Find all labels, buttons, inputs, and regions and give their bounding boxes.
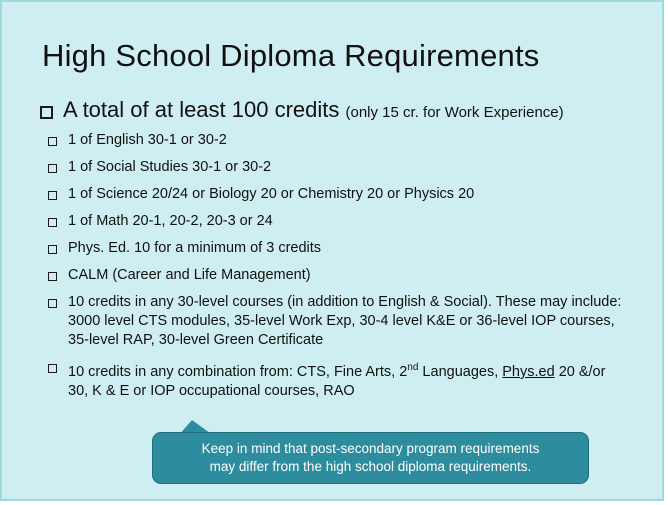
square-bullet-icon xyxy=(48,245,57,254)
long2-part3: 20 &/or 30, K & E or IOP occupational courses, RAO xyxy=(68,363,606,399)
list-item xyxy=(40,185,634,204)
list-item-lead xyxy=(40,97,634,125)
lead-requirement-text xyxy=(63,97,564,125)
requirement-text: 1 of Math 20-1, 20-2, 20-3 or 24 xyxy=(68,213,273,229)
square-bullet-icon xyxy=(48,272,57,281)
list-item xyxy=(40,358,634,401)
square-bullet-icon xyxy=(48,218,57,227)
requirement-text: 1 of English 30-1 or 30-2 xyxy=(68,132,227,148)
requirement-text-long-2 xyxy=(68,358,628,401)
requirement-text: 1 of Science 20/24 or Biology 20 or Chemistry 20 or Physics 20 xyxy=(68,186,475,202)
callout-box xyxy=(152,432,589,484)
long2-part1: 10 credits in any combination from: CTS, Fine Arts, 2 xyxy=(68,363,408,380)
square-bullet-icon xyxy=(48,299,57,308)
square-bullet-icon xyxy=(48,364,57,373)
list-item xyxy=(40,212,634,231)
list-item xyxy=(40,266,634,285)
long2-sup: nd xyxy=(407,362,419,373)
list-item xyxy=(40,131,634,150)
callout-text xyxy=(202,440,540,476)
list-item xyxy=(40,239,634,258)
square-bullet-icon xyxy=(48,137,57,146)
requirements-list xyxy=(40,97,634,409)
requirement-text: Phys. Ed. 10 for a minimum of 3 credits xyxy=(68,240,322,256)
list-item xyxy=(40,158,634,177)
callout-line-2: may differ from the high school diploma requirements. xyxy=(209,459,532,474)
square-bullet-icon xyxy=(48,191,57,200)
requirement-text-long-1: 10 credits in any 30-level courses (in addition to English & Social). These may include: 3000 level CTS modules, 35-level Work Exp, 30-4 level K&E or 36-level IOP courses, 35-level RAP, 30-level Green Certificate xyxy=(68,294,622,348)
square-bullet-icon xyxy=(40,106,53,119)
lead-note-text: (only 15 cr. for Work Experience) xyxy=(345,104,564,121)
page-title: High School Diploma Requirements xyxy=(42,38,540,73)
list-item xyxy=(40,293,634,350)
requirement-text: CALM (Career and Life Management) xyxy=(68,267,311,283)
lead-main-text: A total of at least 100 credits xyxy=(63,97,346,122)
requirement-text: 1 of Social Studies 30-1 or 30-2 xyxy=(68,159,272,175)
square-bullet-icon xyxy=(48,164,57,173)
long2-underlined: Phys.ed xyxy=(502,363,555,380)
callout-line-1: Keep in mind that post-secondary program requirements xyxy=(201,441,540,456)
long2-part2: Languages, xyxy=(418,363,503,380)
